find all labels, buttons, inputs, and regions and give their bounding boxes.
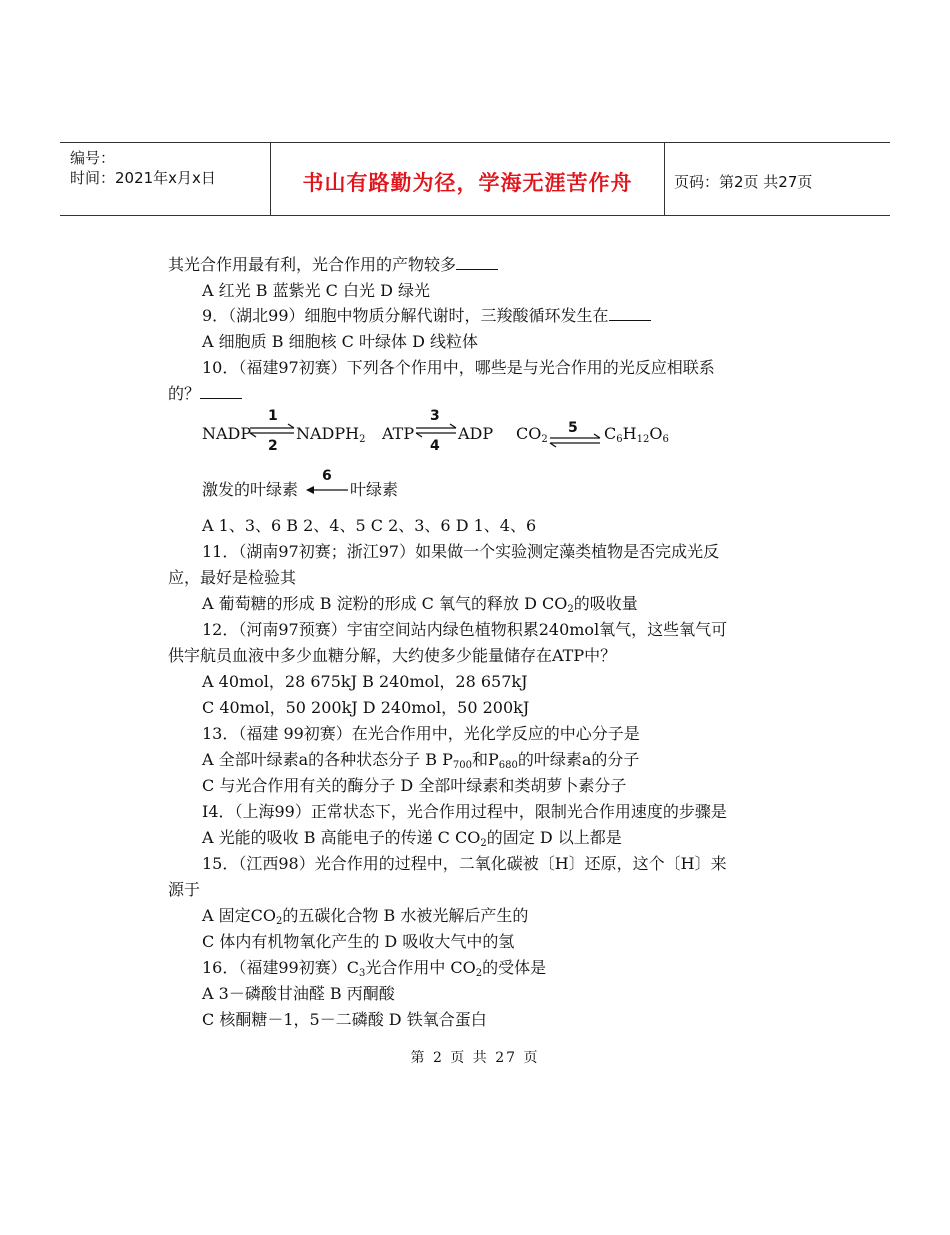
q15-options-1: A 固定$CO_2$的五碳化合物 B 水被光解后产生的 [202, 906, 529, 927]
q15-line2: 源于 [168, 880, 201, 899]
q8-tail: 其光合作用最有利，光合作用的产物较多 [168, 255, 498, 275]
rxn-nadp: NADP [202, 424, 252, 443]
rxn-co2: $CO_2$ [516, 424, 548, 445]
rxn-atp: ATP [382, 424, 415, 443]
rxn-adp: ADP [458, 424, 494, 443]
q9-options: A 细胞质 B 细胞核 C 叶绿体 D 线粒体 [202, 332, 478, 351]
rxn-chlorophyll: 叶绿素 [350, 480, 399, 499]
motto: 书山有路勤为径，学海无涯苦作舟 [302, 171, 633, 195]
step-3-label: 3 [430, 408, 440, 424]
answer-blank [200, 384, 242, 399]
step-6-label: 6 [322, 468, 332, 484]
step-4-label: 4 [430, 438, 440, 454]
q12-line1: 12．（河南97预赛）宇宙空间站内绿色植物积累240mol氧气，这些氧气可 [202, 620, 728, 639]
q16-options-1: A 3－磷酸甘油醛 B 丙酮酸 [202, 984, 395, 1003]
rxn-glucose: $C_6H_{12}O_6$ [604, 424, 669, 445]
q10-line1: 10．（福建97初赛）下列各个作用中，哪些是与光合作用的光反应相联系 [202, 358, 715, 377]
q16: 16．（福建99初赛）$C_3$光合作用中 $CO_2$的受体是 [202, 958, 547, 979]
code-label: 编号： [70, 149, 116, 167]
header-motto-cell [270, 143, 665, 215]
q14: I4．（上海99）正常状态下，光合作用过程中，限制光合作用速度的步骤是 [202, 802, 727, 821]
q13: 13．（福建 99初赛）在光合作用中，光化学反应的中心分子是 [202, 724, 640, 743]
step-1-label: 1 [268, 408, 278, 424]
header-page-cell [664, 143, 890, 215]
q14-options: A 光能的吸收 B 高能电子的传递 C $CO_2$的固定 D 以上都是 [202, 828, 622, 849]
document-header [60, 142, 890, 216]
rxn-excited-chlorophyll: 激发的叶绿素 [202, 480, 299, 499]
answer-blank [609, 306, 651, 321]
q11-line1: 11．（湖南97初赛；浙江97）如果做一个实验测定藻类植物是否完成光反 [202, 542, 720, 561]
answer-blank [456, 255, 498, 270]
step-2-label: 2 [268, 438, 278, 454]
q13-options-2: C 与光合作用有关的酶分子 D 全部叶绿素和类胡萝卜素分子 [202, 776, 627, 795]
q13-options-1: A 全部叶绿素a的各种状态分子 B $P_{700}$和$P_{680}$的叶绿素a的分子 [202, 750, 640, 771]
q11-line2: 应，最好是检验其 [168, 568, 297, 587]
q12-options-1: A 40mol，28 675kJ B 240mol，28 657kJ [202, 672, 528, 691]
time-label: 时间：2021年x月x日 [70, 169, 216, 187]
q10-line2: 的？ [168, 384, 242, 404]
q12-options-2: C 40mol，50 200kJ D 240mol，50 200kJ [202, 698, 530, 717]
page-label: 页码：第2页 共27页 [674, 173, 813, 191]
q12-line2: 供宇航员血液中多少血糖分解，大约使多少能量储存在ATP中？ [168, 646, 617, 665]
page-footer: 第 2 页 共 27 页 [410, 1050, 540, 1066]
q15-options-2: C 体内有机物氧化产生的 D 吸收大气中的氢 [202, 932, 515, 951]
rxn-nadph: $NADPH_2$ [296, 424, 366, 445]
q8-options: A 红光 B 蓝紫光 C 白光 D 绿光 [202, 281, 430, 300]
step-5-label: 5 [568, 420, 578, 436]
q10-options: A 1、3、6 B 2、4、5 C 2、3、6 D 1、4、6 [202, 516, 537, 535]
q11-options: A 葡萄糖的形成 B 淀粉的形成 C 氧气的释放 D $CO_2$的吸收量 [202, 594, 638, 615]
header-meta-cell [60, 143, 270, 215]
q15-line1: 15．（江西98）光合作用的过程中，二氧化碳被〔H〕还原，这个〔H〕来 [202, 854, 727, 873]
q9: 9．（湖北99）细胞中物质分解代谢时，三羧酸循环发生在 [202, 306, 651, 326]
q16-options-2: C 核酮糖－1，5－二磷酸 D 铁氧合蛋白 [202, 1010, 487, 1029]
